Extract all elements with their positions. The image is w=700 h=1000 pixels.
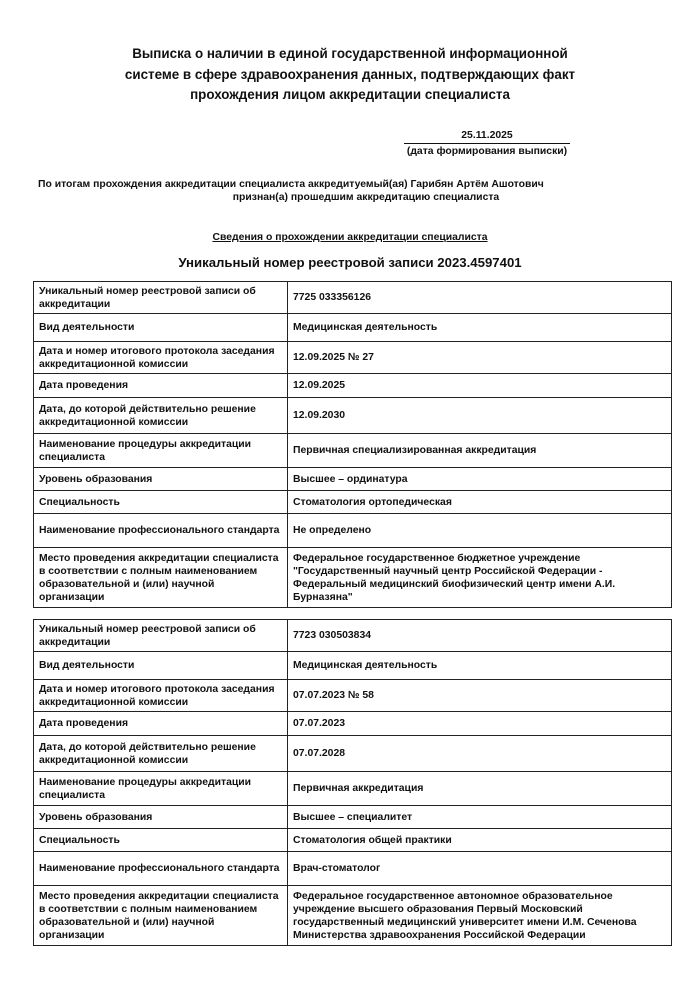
title-line-1: Выписка о наличии в единой государственной информационной: [132, 46, 568, 61]
table-row: [34, 468, 672, 491]
registry-number-heading: Уникальный номер реестровой записи 2023.4597401: [178, 255, 522, 270]
row-value: 07.07.2023: [288, 712, 672, 736]
row-label: Дата проведения: [34, 712, 288, 736]
row-value: Высшее – ординатура: [288, 468, 672, 491]
row-value: Федеральное государственное бюджетное учреждение "Государственный научный центр Российской Федерации - Федеральный медицинский биофизический центр имени А.И. Бурназяна": [288, 548, 672, 608]
row-label: Дата, до которой действительно решение аккредитационной комиссии: [34, 736, 288, 772]
table-row: [34, 434, 672, 468]
intro-line-2: признан(а) прошедшим аккредитацию специалиста: [232, 192, 500, 203]
table-row: [34, 314, 672, 342]
row-value: 07.07.2023 № 58: [288, 680, 672, 712]
table-row: [34, 548, 672, 608]
row-value: 7723 030503834: [288, 620, 672, 652]
table-row: [34, 806, 672, 829]
row-label: Уникальный номер реестровой записи об аккредитации: [34, 282, 288, 314]
row-label: Специальность: [34, 829, 288, 852]
table-row: [34, 712, 672, 736]
row-value: Не определено: [288, 514, 672, 548]
row-label: Уникальный номер реестровой записи об аккредитации: [34, 620, 288, 652]
table-row: [34, 886, 672, 946]
row-label: Вид деятельности: [34, 314, 288, 342]
table-row: [34, 736, 672, 772]
title-line-3: прохождения лицом аккредитации специалиста: [190, 87, 510, 102]
accreditation-record-table-2: [33, 619, 672, 946]
row-value: 12.09.2025 № 27: [288, 342, 672, 374]
table-row: [34, 852, 672, 886]
row-label: Дата проведения: [34, 374, 288, 398]
table-row: [34, 374, 672, 398]
accreditation-record-table-1: [33, 281, 672, 608]
row-value: Медицинская деятельность: [288, 652, 672, 680]
row-value: Врач-стоматолог: [288, 852, 672, 886]
row-label: Наименование профессионального стандарта: [34, 852, 288, 886]
row-value: 7725 033356126: [288, 282, 672, 314]
issue-date-block: [404, 129, 570, 158]
row-label: Вид деятельности: [34, 652, 288, 680]
table-row: [34, 652, 672, 680]
row-label: Специальность: [34, 491, 288, 514]
row-label: Уровень образования: [34, 468, 288, 491]
row-label: Наименование профессионального стандарта: [34, 514, 288, 548]
row-value: Стоматология общей практики: [288, 829, 672, 852]
row-value: Медицинская деятельность: [288, 314, 672, 342]
row-value: Стоматология ортопедическая: [288, 491, 672, 514]
row-label: Наименование процедуры аккредитации специалиста: [34, 434, 288, 468]
table-row: [34, 282, 672, 314]
row-label: Уровень образования: [34, 806, 288, 829]
intro-line-1: По итогам прохождения аккредитации специалиста аккредитуемый(ая) Гарибян Артём Ашотович: [38, 179, 544, 190]
row-value: Первичная аккредитация: [288, 772, 672, 806]
issue-date-caption: (дата формирования выписки): [406, 146, 568, 157]
row-value: 12.09.2025: [288, 374, 672, 398]
row-label: Наименование процедуры аккредитации специалиста: [34, 772, 288, 806]
title-line-2: системе в сфере здравоохранения данных, подтверждающих факт: [124, 66, 576, 82]
row-label: Дата, до которой действительно решение аккредитационной комиссии: [34, 398, 288, 434]
section-heading: Сведения о прохождении аккредитации специалиста: [212, 232, 488, 243]
table-row: [34, 680, 672, 712]
row-label: Дата и номер итогового протокола заседания аккредитационной комиссии: [34, 342, 288, 374]
row-label: Место проведения аккредитации специалиста в соответствии с полным наименованием образовательной и (или) научной организации: [34, 548, 288, 608]
table-row: [34, 398, 672, 434]
table-row: [34, 772, 672, 806]
row-value: Федеральное государственное автономное образовательное учреждение высшего образования Первый Московский государственный медицинский университет имени И.М. Сеченова Министерства здравоохранения Российской Федерации: [288, 886, 672, 946]
row-value: Первичная специализированная аккредитация: [288, 434, 672, 468]
table-row: [34, 491, 672, 514]
row-label: Место проведения аккредитации специалиста в соответствии с полным наименованием образовательной и (или) научной организации: [34, 886, 288, 946]
row-value: 07.07.2028: [288, 736, 672, 772]
issue-date: 25.11.2025: [404, 129, 570, 144]
row-value: 12.09.2030: [288, 398, 672, 434]
table-row: [34, 514, 672, 548]
row-value: Высшее – специалитет: [288, 806, 672, 829]
table-row: [34, 829, 672, 852]
table-row: [34, 342, 672, 374]
document-title: [0, 44, 700, 106]
table-row: [34, 620, 672, 652]
row-label: Дата и номер итогового протокола заседания аккредитационной комиссии: [34, 680, 288, 712]
